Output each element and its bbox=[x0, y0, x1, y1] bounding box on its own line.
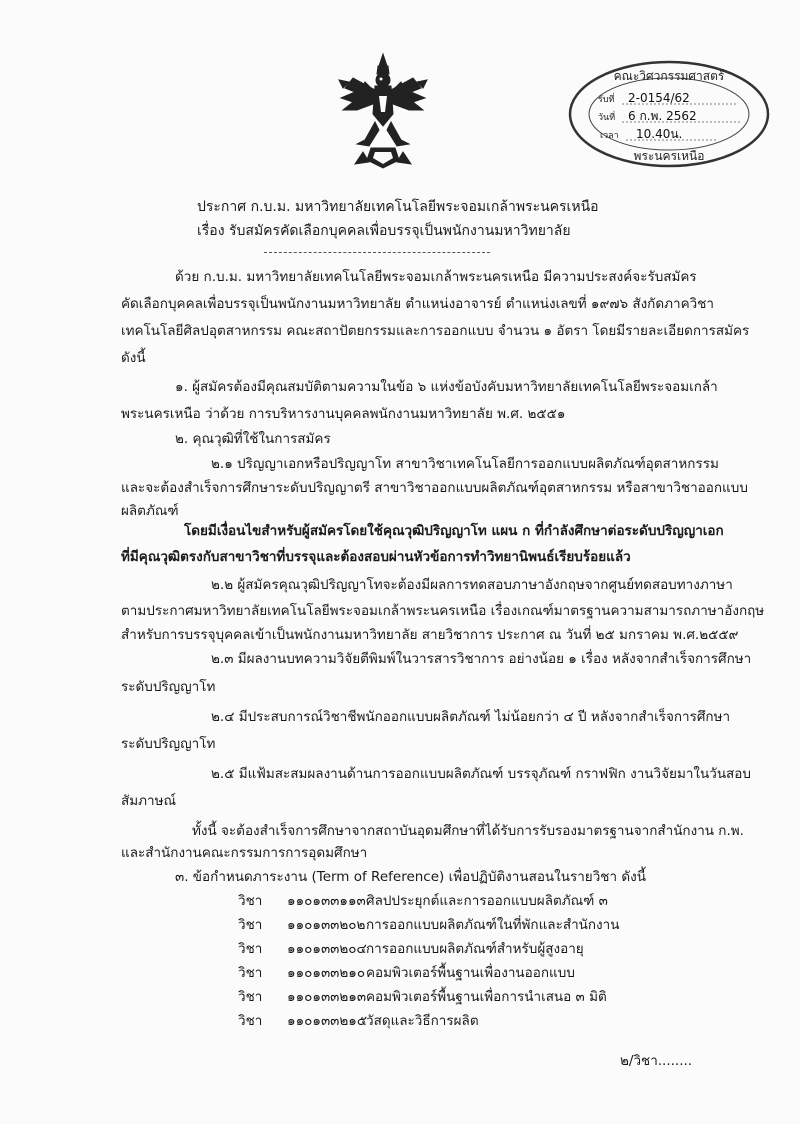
course-code: ๑๑๐๑๓๓๒๑๓ bbox=[287, 989, 367, 1005]
item2-1-line: ๒.๑ ปริญญาเอกหรือปริญญาโท สาขาวิชาเทคโนโลยีการออกแบบผลิตภัณฑ์อุตสาหกรรม bbox=[211, 456, 719, 472]
item2-3-line: ๒.๓ มีผลงานบทความวิจัยตีพิมพ์ในวารสารวิชาการ อย่างน้อย ๑ เรื่อง หลังจากสำเร็จการศึกษา bbox=[211, 651, 752, 667]
course-label: วิชา bbox=[238, 1013, 263, 1029]
stamp-time: 10.40น. bbox=[636, 127, 683, 141]
course-name: วัสดุและวิธีการผลิต bbox=[366, 1013, 479, 1029]
item2-5-line: สัมภาษณ์ bbox=[121, 793, 177, 809]
intro-line: เทคโนโลยีศิลปอุตสาหกรรม คณะสถาปัตยกรรมและการออกแบบ จำนวน ๑ อัตรา โดยมีรายละเอียดการสมัคร bbox=[121, 323, 750, 339]
item3-title: ๓. ข้อกำหนดภาระงาน (Term of Reference) เพื่อปฏิบัติงานสอนในรายวิชา ดังนี้ bbox=[175, 869, 646, 885]
header-separator bbox=[264, 252, 490, 253]
item2-3-line: ระดับปริญญาโท bbox=[121, 679, 216, 695]
intro-line: คัดเลือกบุคคลเพื่อบรรจุเป็นพนักงานมหาวิทยาลัย ตำแหน่งอาจารย์ ตำแหน่งเลขที่ ๑๙๗๖ สังกัดภาควิชา bbox=[121, 296, 714, 312]
stamp-received-no: 2-0154/62 bbox=[628, 91, 690, 105]
course-name: การออกแบบผลิตภัณฑ์สำหรับผู้สูงอายุ bbox=[366, 941, 584, 957]
item2-2-line: ตามประกาศมหาวิทยาลัยเทคโนโลยีพระจอมเกล้าพระนครเหนือ เรื่องเกณฑ์มาตรฐานความสามารถภาษาอังกฤษ bbox=[121, 603, 765, 619]
item2-2-line: สำหรับการบรรจุบุคคลเข้าเป็นพนักงานมหาวิทยาลัย สายวิชาการ ประกาศ ณ วันที่ ๒๕ มกราคม พ.ศ.๒๕๕๙ bbox=[121, 627, 739, 643]
course-name: ศิลปประยุกต์และการออกแบบผลิตภัณฑ์ ๓ bbox=[366, 893, 608, 909]
note-line: ทั้งนี้ จะต้องสำเร็จการศึกษาจากสถาบันอุดมศึกษาที่ได้รับการรับรองมาตรฐานจากสำนักงาน ก.พ. bbox=[192, 823, 744, 839]
garuda-emblem-icon bbox=[335, 52, 431, 170]
item2-2-line: ๒.๒ ผู้สมัครคุณวุฒิปริญญาโทจะต้องมีผลการทดสอบภาษาอังกฤษจากศูนย์ทดสอบทางภาษา bbox=[211, 577, 733, 593]
item2-1-line: ผลิตภัณฑ์ bbox=[121, 503, 179, 519]
stamp-org: คณะวิศวกรรมศาสตร์ bbox=[613, 69, 725, 83]
item1-line: พระนครเหนือ ว่าด้วย การบริหารงานบุคคลพนักงานมหาวิทยาลัย พ.ศ. ๒๕๕๑ bbox=[121, 406, 566, 422]
course-name: คอมพิวเตอร์พื้นฐานเพื่องานออกแบบ bbox=[366, 965, 575, 981]
course-label: วิชา bbox=[238, 917, 263, 933]
item2-4-line: ๒.๔ มีประสบการณ์วิชาชีพนักออกแบบผลิตภัณฑ์ ไม่น้อยกว่า ๔ ปี หลังจากสำเร็จการศึกษา bbox=[211, 709, 731, 725]
stamp-time-label: เวลา bbox=[600, 131, 619, 141]
course-label: วิชา bbox=[238, 893, 263, 909]
page-continuation: ๒/วิชา........ bbox=[620, 1053, 693, 1069]
course-label: วิชา bbox=[238, 989, 263, 1005]
intro-line: ดังนี้ bbox=[121, 350, 146, 366]
course-code: ๑๑๐๑๓๓๒๑๐ bbox=[287, 965, 366, 981]
course-code: ๑๑๐๑๓๓๑๑๓ bbox=[287, 893, 366, 909]
note-line: และสำนักงานคณะกรรมการการอุดมศึกษา bbox=[121, 845, 368, 861]
item1-line: ๑. ผู้สมัครต้องมีคุณสมบัติตามความในข้อ ๖ แห่งข้อบังคับมหาวิทยาลัยเทคโนโลยีพระจอมเกล้า bbox=[175, 379, 718, 395]
course-name: คอมพิวเตอร์พื้นฐานเพื่อการนำเสนอ ๓ มิติ bbox=[366, 989, 607, 1005]
item2-4-line: ระดับปริญญาโท bbox=[121, 736, 216, 752]
course-code: ๑๑๐๑๓๓๒๐๒ bbox=[287, 917, 366, 933]
course-code: ๑๑๐๑๓๓๒๑๕ bbox=[287, 1013, 368, 1029]
stamp-date-label: วันที่ bbox=[598, 113, 616, 123]
item2-1-line: และจะต้องสำเร็จการศึกษาระดับปริญญาตรี สาขาวิชาออกแบบผลิตภัณฑ์อุตสาหกรรม หรือสาขาวิชาออกแบบ bbox=[121, 480, 748, 496]
course-label: วิชา bbox=[238, 965, 263, 981]
stamp-date: 6 ก.พ. 2562 bbox=[628, 109, 697, 123]
condition-line: ที่มีคุณวุฒิตรงกับสาขาวิชาที่บรรจุและต้องสอบผ่านหัวข้อการทำวิทยานิพนธ์เรียบร้อยแล้ว bbox=[121, 549, 631, 565]
course-label: วิชา bbox=[238, 941, 263, 957]
item2-5-line: ๒.๕ มีแฟ้มสะสมผลงานด้านการออกแบบผลิตภัณฑ์ บรรจุภัณฑ์ กราฟฟิก งานวิจัยมาในวันสอบ bbox=[211, 766, 751, 782]
item2-title: ๒. คุณวุฒิที่ใช้ในการสมัคร bbox=[175, 431, 331, 447]
stamp-bottom: พระนครเหนือ bbox=[633, 149, 705, 163]
received-stamp bbox=[566, 58, 772, 170]
course-code: ๑๑๐๑๓๓๒๐๔ bbox=[287, 941, 367, 957]
condition-line: โดยมีเงื่อนไขสำหรับผู้สมัครโดยใช้คุณวุฒิปริญญาโท แผน ก ที่กำลังศึกษาต่อระดับปริญญาเอก bbox=[184, 523, 724, 539]
stamp-received-label: รับที่ bbox=[598, 95, 615, 105]
intro-line: ด้วย ก.บ.ม. มหาวิทยาลัยเทคโนโลยีพระจอมเกล้าพระนครเหนือ มีความประสงค์จะรับสมัคร bbox=[175, 269, 697, 285]
announcement-subject: เรื่อง รับสมัครคัดเลือกบุคคลเพื่อบรรจุเป็นพนักงานมหาวิทยาลัย bbox=[197, 223, 571, 239]
course-name: การออกแบบผลิตภัณฑ์ในที่พักและสำนักงาน bbox=[366, 917, 620, 933]
announcement-title: ประกาศ ก.บ.ม. มหาวิทยาลัยเทคโนโลยีพระจอมเกล้าพระนครเหนือ bbox=[197, 199, 599, 215]
